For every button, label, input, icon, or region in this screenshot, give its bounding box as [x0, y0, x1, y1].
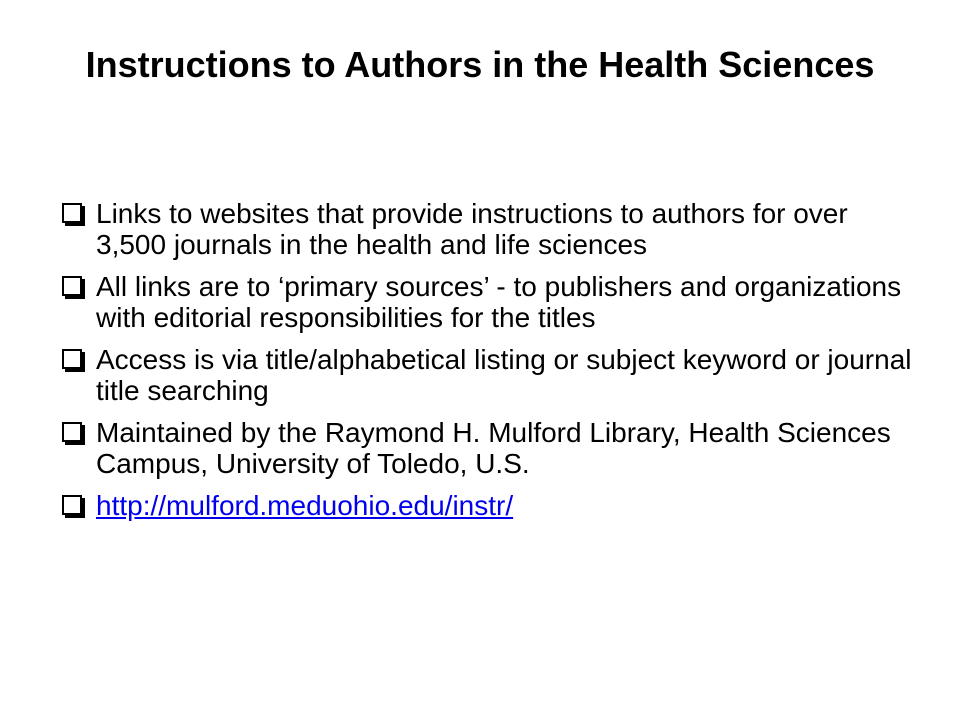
- bullet-item: [62, 198, 912, 260]
- bullet-item: [62, 417, 912, 479]
- bullet-list: [62, 198, 912, 532]
- bullet-text: All links are to ‘primary sources’ - to publishers and organizations with editorial responsibilities for the titles: [96, 271, 902, 333]
- bullet-item: [62, 271, 912, 333]
- square-bullet-icon: [62, 203, 82, 223]
- square-bullet-icon: [62, 276, 82, 296]
- square-bullet-icon: [62, 422, 82, 442]
- bullet-text: Maintained by the Raymond H. Mulford Library, Health Sciences Campus, University of Toledo, U.S.: [96, 417, 891, 479]
- square-bullet-icon: [62, 495, 82, 515]
- bullet-text: Links to websites that provide instructions to authors for over 3,500 journals in the health and life sciences: [96, 198, 848, 260]
- bullet-item: [62, 344, 912, 406]
- bullet-item: [62, 490, 912, 521]
- square-bullet-icon: [62, 349, 82, 369]
- mulford-instr-link[interactable]: http://mulford.meduohio.edu/instr/: [96, 490, 514, 521]
- bullet-text: Access is via title/alphabetical listing or subject keyword or journal title searching: [96, 344, 912, 406]
- slide-title: Instructions to Authors in the Health Sciences: [85, 44, 875, 85]
